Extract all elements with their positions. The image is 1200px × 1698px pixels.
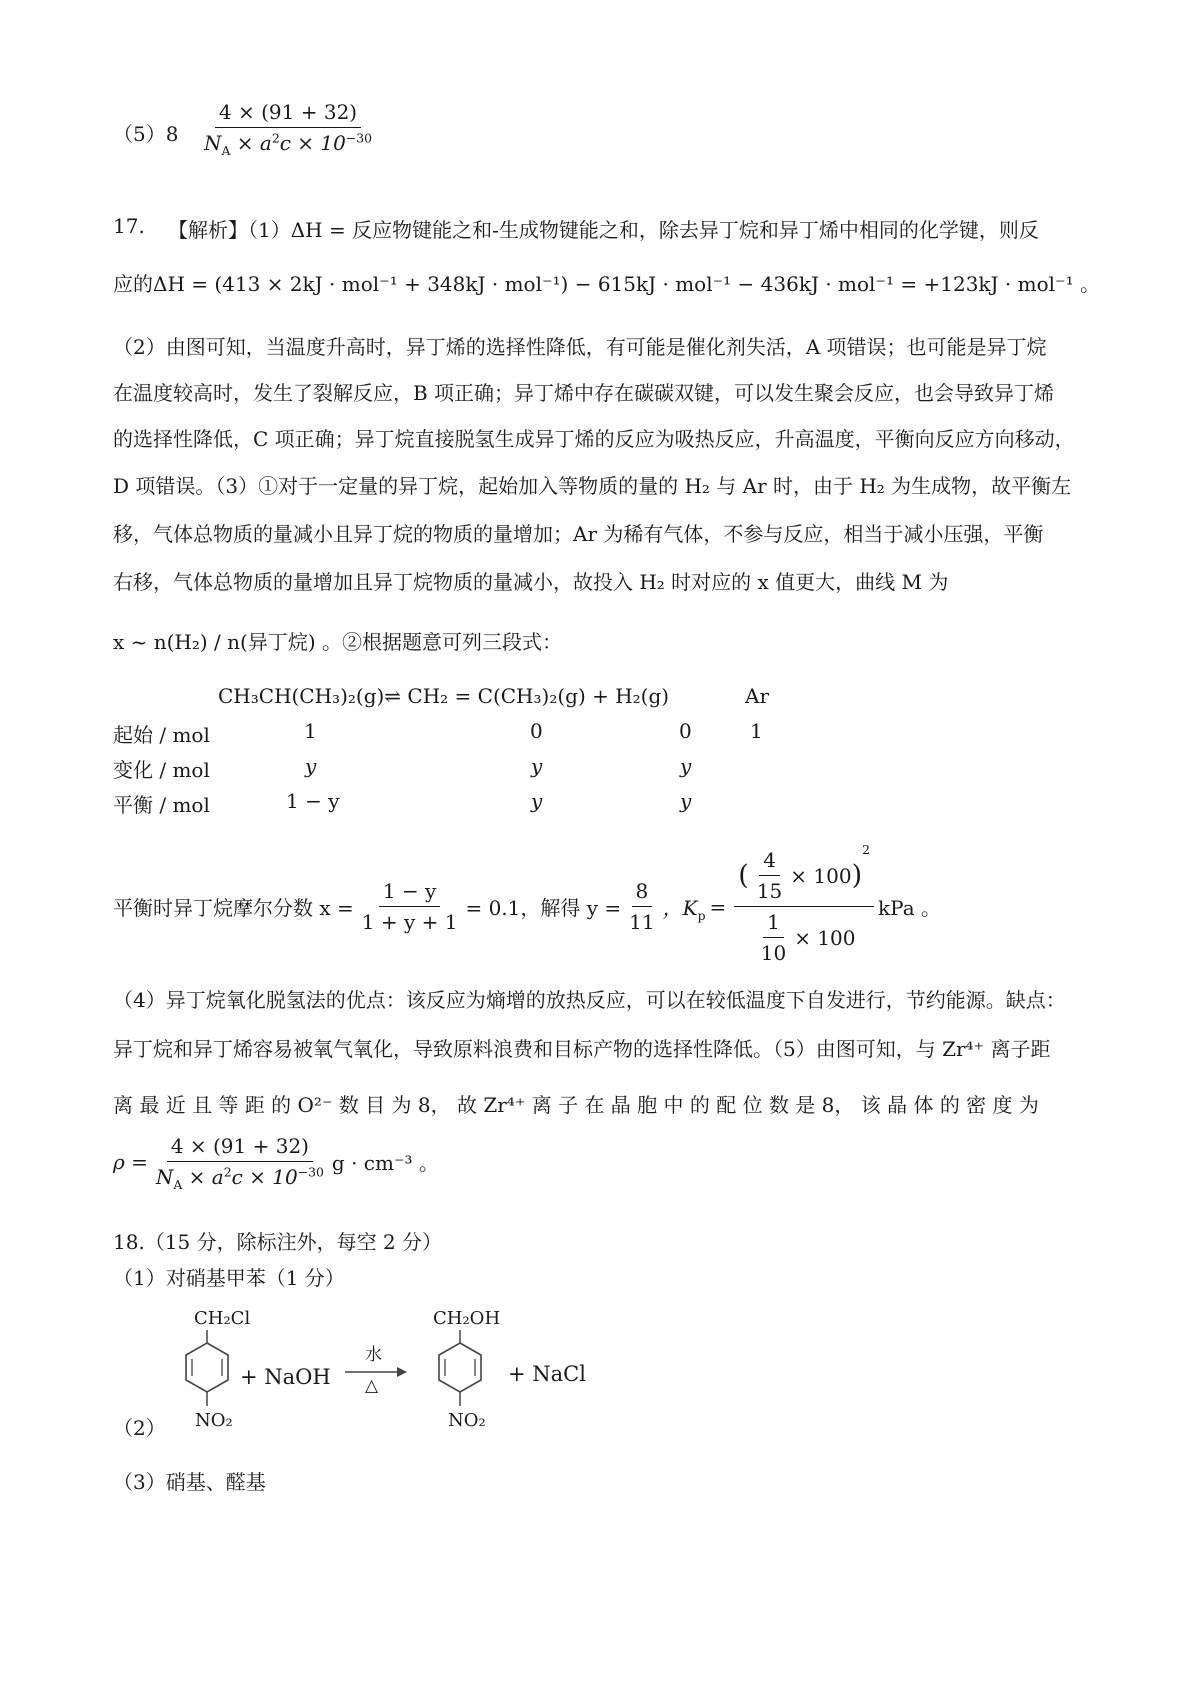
q16-5-label: （5）8 xyxy=(113,122,179,146)
table-row-label: 平衡 / mol xyxy=(113,793,210,817)
kp-fraction: ( $\frac{4}{15}$ × 100 ) 2 $\frac{1}{10}$ × 100 xyxy=(734,848,874,965)
q17-p2-line1: （2）由图可知，当温度升高时，异丁烯的选择性降低，有可能是催化剂失活，A 项错误；也可能是异丁烷 xyxy=(113,335,1047,359)
q18-answer-1: （1）对硝基甲苯（1 分） xyxy=(113,1266,345,1290)
product-structure: CH₂OH NO₂ xyxy=(433,1308,501,1431)
q17-p2-line3: 的选择性降低，C 项正确；异丁烷直接脱氢生成异丁烯的反应为吸热反应，升高温度，平衡向反应方向移动， xyxy=(113,427,1075,451)
table-cell: 0 xyxy=(679,719,692,743)
table-equation: CH₃CH(CH₃)₂(g)⇌ CH₂ = C(CH₃)₂(g) + H₂(g) xyxy=(218,684,670,708)
kp-unit: kPa 。 xyxy=(878,896,941,920)
table-cell: y xyxy=(680,789,692,813)
table-cell: 1 − y xyxy=(286,789,340,813)
q17-p2-line5: 移，气体总物质的量减小且异丁烷的物质的量增加；Ar 为稀有气体，不参与反应，相当于减小压强，平衡 xyxy=(113,522,1044,546)
q17-p2-line7: x ~ n(H₂) / n(异丁烷) 。②根据题意可列三段式： xyxy=(113,630,562,654)
q17-p4-line1: （4）异丁烷氧化脱氢法的优点：该反应为熵增的放热反应，可以在较低温度下自发进行，节约能源。缺点： xyxy=(113,988,1066,1012)
rho-denominator: $N_A \times a^2c \times 10^{-30}$ xyxy=(155,1164,324,1192)
q18-answer-3: （3）硝基、醛基 xyxy=(113,1470,266,1494)
table-cell: 0 xyxy=(530,719,543,743)
table-cell: 1 xyxy=(304,719,317,743)
rho-numerator: 4 × (91 + 32) xyxy=(167,1134,313,1162)
table-cell: y xyxy=(305,754,317,778)
density-equation: ρ = $\frac{4 \times (91 + 32)}{N_A \times a^2c \times 10^{-30}}$ g · cm⁻³ 。 xyxy=(113,1134,439,1192)
reaction-plus-naoh: + NaOH xyxy=(240,1365,331,1389)
table-cell: 1 xyxy=(750,719,763,743)
table-cell: y xyxy=(680,754,692,778)
q17-p1-line2: 应的ΔH = (413 × 2kJ · mol⁻¹ + 348kJ · mol⁻¹) − 615kJ · mol⁻¹ − 436kJ · mol⁻¹ = +123kJ · mol⁻¹ 。 xyxy=(113,272,1100,296)
table-row-label: 变化 / mol xyxy=(113,758,210,782)
reaction-arrow: 水 △ xyxy=(343,1340,409,1400)
q17-p2-line4: D 项错误。（3）①对于一定量的异丁烷，起始加入等物质的量的 H₂ 与 Ar 时，由于 H₂ 为生成物，故平衡左 xyxy=(113,474,1072,498)
q17-number: 17. xyxy=(113,214,145,238)
q17-p2-line6: 右移，气体总物质的量增加且异丁烷物质的量减小，故投入 H₂ 时对应的 x 值更大，曲线 M 为 xyxy=(113,570,949,594)
eq-frac1-num: 1 − y xyxy=(379,879,441,907)
rho-unit: g · cm⁻³ 。 xyxy=(331,1151,439,1175)
reaction-plus-nacl: + NaCl xyxy=(508,1362,586,1386)
q17-p2-line2: 在温度较高时，发生了裂解反应，B 项正确；异丁烯中存在碳碳双键，可以发生聚会反应，也会导致异丁烯 xyxy=(113,381,1055,405)
eq-frac2-num: 8 xyxy=(632,879,653,907)
table-ar-head: Ar xyxy=(745,684,770,708)
table-row-label: 起始 / mol xyxy=(113,723,210,747)
table-cell: y xyxy=(531,789,543,813)
q18-answer-2-label: （2） xyxy=(113,1416,166,1440)
q17-p1-line1: 【解析】（1）ΔH = 反应物键能之和-生成物键能之和，除去异丁烷和异丁烯中相同的化学键，则反 xyxy=(168,218,1039,242)
q17-p4-line3: 离 最 近 且 等 距 的 O²⁻ 数 目 为 8， 故 Zr⁴⁺ 离 子 在 晶 胞 中 的 配 位 数 是 8， 该 晶 体 的 密 度 为 xyxy=(113,1093,1039,1117)
q16-5-numerator: 4 × (91 + 32) xyxy=(215,100,361,128)
q16-5-denominator: $N_A \times a^2c \times 10^{-30}$ xyxy=(204,130,373,158)
q17-p4-line2: 异丁烷和异丁烯容易被氧气氧化，导致原料浪费和目标产物的选择性降低。（5）由图可知，与 Zr⁴⁺ 离子距 xyxy=(113,1037,1051,1061)
eq-kp: ，$K_p$ xyxy=(662,896,706,923)
reactant-structure: CH₂Cl NO₂ xyxy=(170,1308,250,1438)
eq-mid: = 0.1，解得 y = xyxy=(465,896,622,920)
eq-frac1-den: 1 + y + 1 xyxy=(361,910,458,934)
eq-frac2-den: 11 xyxy=(629,910,655,934)
eq-prefix: 平衡时异丁烷摩尔分数 x = xyxy=(113,896,354,920)
q18-header: 18.（15 分，除标注外，每空 2 分） xyxy=(113,1230,443,1254)
kp-equation: 平衡时异丁烷摩尔分数 x = $\frac{1 - y}{1 + y + 1}$ = 0.1，解得 y = $\frac{8}{11}$ ，$K_p$ = ( $\frac{4}{15}$ × 100 ) 2 $\frac{1}{10}$ × 100 kPa 。 xyxy=(113,842,941,965)
table-cell: y xyxy=(531,754,543,778)
q16-5-fraction xyxy=(196,100,380,158)
